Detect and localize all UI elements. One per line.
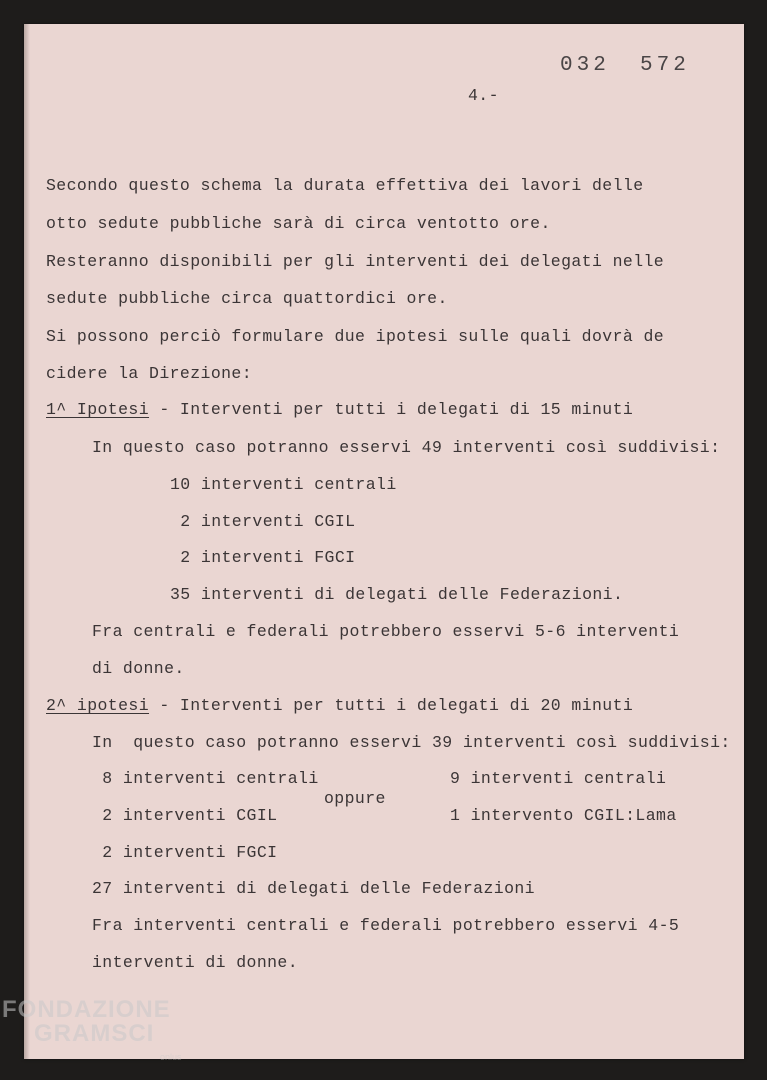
paragraph-line: Secondo questo schema la durata effettiva dei lavori delle [46, 176, 644, 195]
paragraph-line: otto sedute pubbliche sarà di circa ventotto ore. [46, 214, 551, 233]
page-number: 4.- [468, 86, 499, 105]
page-spine-shadow [24, 24, 30, 1059]
ipotesi2-intro: In questo caso potranno esservi 39 interventi così suddivisi: [92, 733, 731, 752]
ipotesi1-item: 2 interventi FGCI [170, 548, 356, 567]
archive-stamp-left: 032 [560, 54, 610, 77]
ipotesi2-left-item: 2 interventi FGCI [92, 843, 278, 862]
ipotesi1-note: di donne. [92, 659, 185, 678]
watermark-line2: GRAMSCI [34, 1020, 155, 1047]
ipotesi2-note: interventi di donne. [92, 953, 299, 972]
paragraph-line: Si possono perciò formulare due ipotesi sulle quali dovrà de [46, 327, 665, 346]
paragraph-line: Resteranno disponibili per gli interventi dei delegati nelle [46, 252, 665, 271]
ipotesi2-federazioni: 27 interventi di delegati delle Federazioni [92, 879, 535, 898]
watermark-line1: FONDAZIONE [2, 996, 171, 1023]
ipotesi2-right-item: 1 intervento CGIL:Lama [450, 806, 677, 825]
ipotesi2-label: 2^ ipotesi [46, 696, 150, 715]
ipotesi1-item: 2 interventi CGIL [170, 512, 356, 531]
ipotesi2-left-item: 8 interventi centrali [92, 769, 319, 788]
ipotesi2-heading: - Interventi per tutti i delegati di 20 minuti [149, 696, 634, 715]
ipotesi1-heading: - Interventi per tutti i delegati di 15 minuti [149, 400, 634, 419]
archive-stamp-right: 572 [640, 54, 690, 77]
ipotesi2-heading-line [46, 696, 633, 715]
ipotesi2-left-item: 2 interventi CGIL [92, 806, 278, 825]
ipotesi1-note: Fra centrali e federali potrebbero esservi 5-6 interventi [92, 622, 680, 641]
ipotesi1-heading-line [46, 400, 633, 419]
document-page [24, 24, 744, 1059]
ipotesi2-note: Fra interventi centrali e federali potrebbero esservi 4-5 [92, 916, 680, 935]
fondazione-gramsci-watermark [2, 996, 202, 1080]
ipotesi2-right-item: 9 interventi centrali [450, 769, 667, 788]
ipotesi1-item: 10 interventi centrali [170, 475, 397, 494]
paragraph-line: sedute pubbliche circa quattordici ore. [46, 289, 448, 308]
paragraph-line: cidere la Direzione: [46, 364, 253, 383]
ipotesi2-oppure: oppure [324, 789, 386, 808]
ipotesi1-intro: In questo caso potranno esservi 49 interventi così suddivisi: [92, 438, 721, 457]
watermark-small: onlus [160, 1052, 182, 1062]
ipotesi1-label: 1^ Ipotesi [46, 400, 150, 419]
ipotesi1-item: 35 interventi di delegati delle Federazioni. [170, 585, 624, 604]
